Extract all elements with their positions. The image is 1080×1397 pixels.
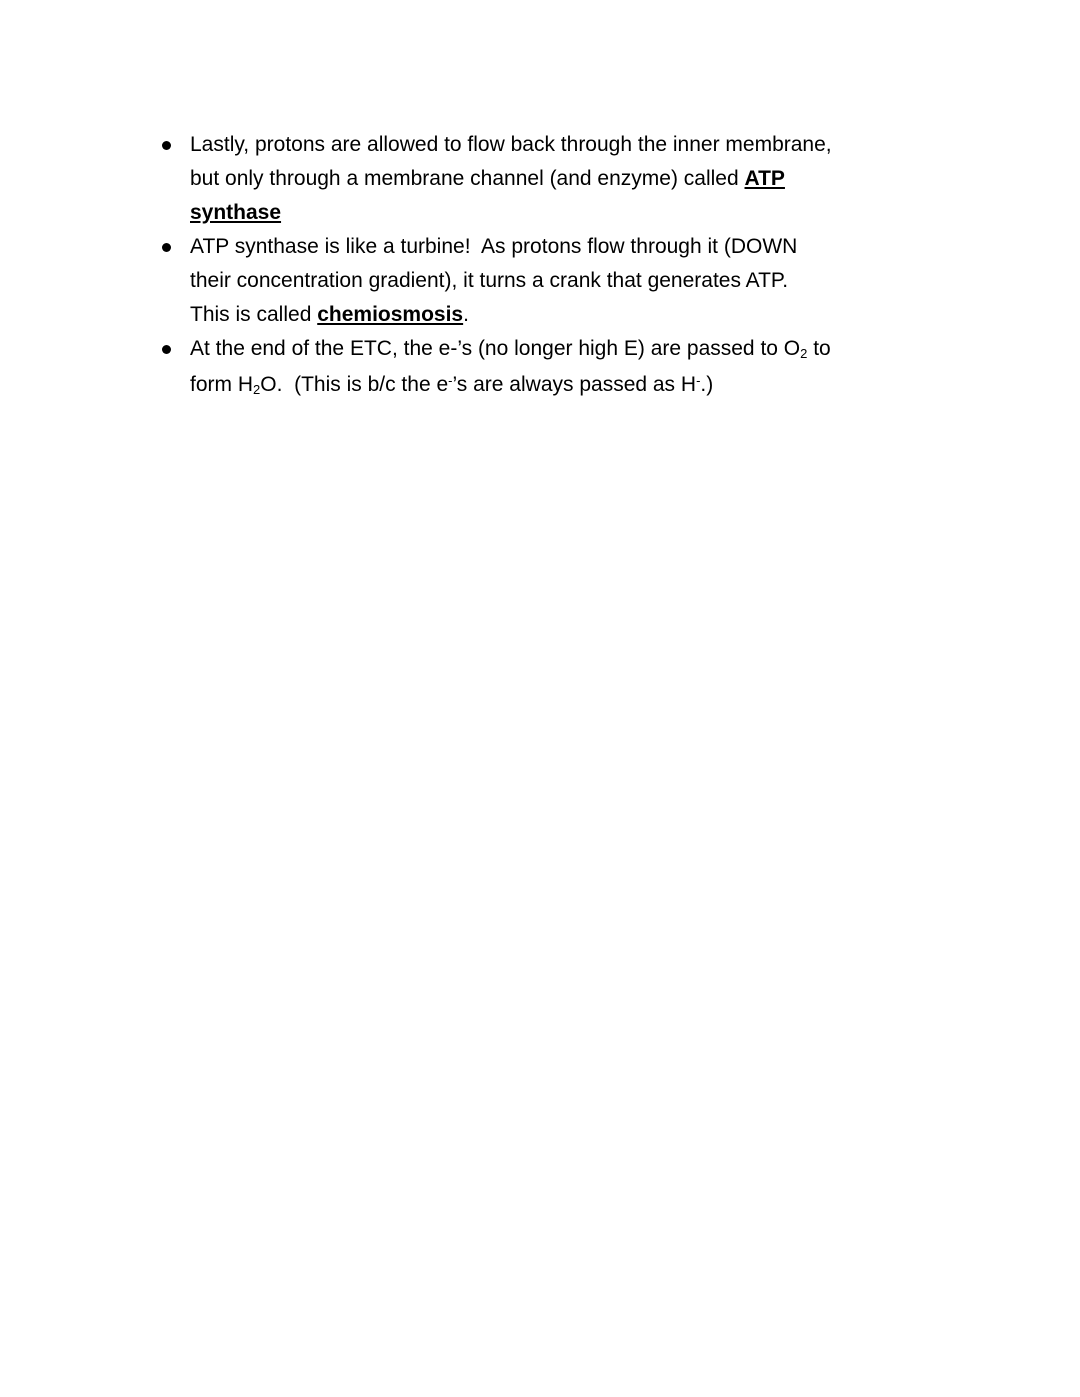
bullet-icon xyxy=(161,230,190,264)
text-segment: . xyxy=(463,303,469,326)
text-segment: Lastly, protons are allowed to flow back through the inner membrane, xyxy=(190,133,832,156)
text-segment: At the end of the ETC, the e-’s (no longer high E) are passed to O xyxy=(190,337,801,360)
text-segment: their concentration gradient), it turns a crank that generates ATP. xyxy=(190,269,789,292)
text-line xyxy=(190,230,961,264)
text-line xyxy=(190,128,961,162)
text-segment: ATP xyxy=(744,167,785,190)
text-segment: to xyxy=(807,337,831,360)
text-segment: ATP synthase is like a turbine! As protons flow through it (DOWN xyxy=(190,235,798,258)
bullet-text xyxy=(190,128,961,230)
list-item xyxy=(161,230,961,332)
text-line xyxy=(190,298,961,332)
text-segment: 2 xyxy=(253,382,261,398)
text-line xyxy=(190,368,961,404)
text-segment: but only through a membrane channel (and enzyme) called xyxy=(190,167,745,190)
text-segment: synthase xyxy=(190,201,282,224)
text-segment: ’s are always passed as H xyxy=(452,373,697,396)
text-segment: .) xyxy=(700,373,714,396)
list-item xyxy=(161,332,961,404)
text-segment: form H xyxy=(190,373,253,396)
bullet-icon xyxy=(161,332,190,366)
bullet-list xyxy=(161,128,961,404)
bullet-text xyxy=(190,332,961,404)
text-segment: O. (This is b/c the e xyxy=(260,373,449,396)
bullet-text xyxy=(190,230,961,332)
bullet-icon xyxy=(161,128,190,162)
text-segment: - xyxy=(696,373,701,389)
text-segment: 2 xyxy=(800,346,808,362)
list-item xyxy=(161,128,961,230)
text-segment: This is called xyxy=(190,303,318,326)
text-line xyxy=(190,196,961,230)
text-segment: - xyxy=(448,373,453,389)
text-line xyxy=(190,332,961,368)
text-segment: chemiosmosis xyxy=(317,303,464,326)
text-line xyxy=(190,162,961,196)
text-line xyxy=(190,264,961,298)
